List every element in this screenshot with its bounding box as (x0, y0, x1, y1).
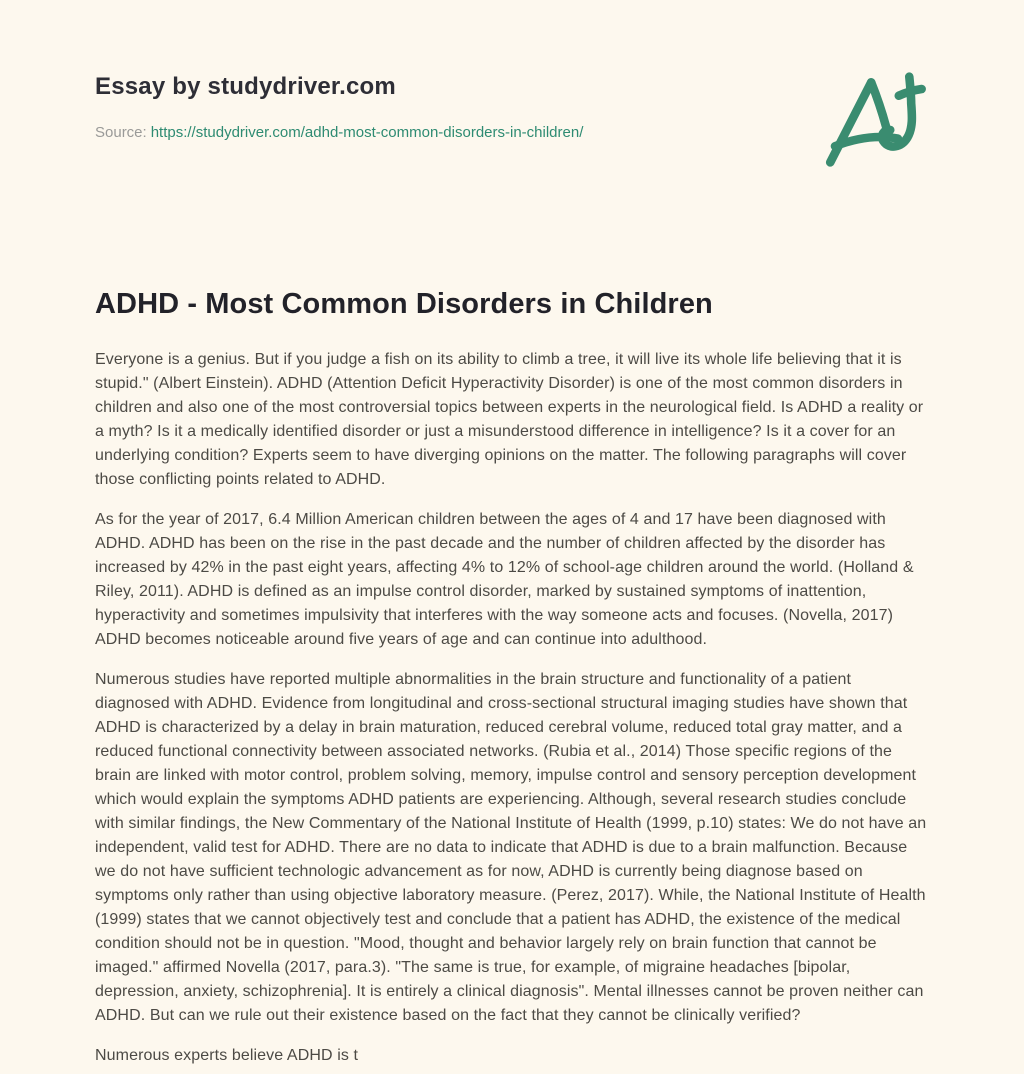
source-line (95, 124, 583, 142)
article-paragraph: Numerous studies have reported multiple abnormalities in the brain structure and functionality of a patient diagnosed with ADHD. Evidence from longitudinal and cross-sectional structural imaging studies have shown that ADHD is characterized by a delay in brain maturation, reduced cerebral volume, reduced total gray matter, and a reduced functional connectivity between associated networks. (Rubia et al., 2014) Those specific regions of the brain are linked with motor control, problem solving, memory, impulse control and sensory perception development which would explain the symptoms ADHD patients are experiencing. Although, several research studies conclude with similar findings, the New Commentary of the National Institute of Health (1999, p.10) states: We do not have an independent, valid test for ADHD. There are no data to indicate that ADHD is due to a brain malfunction. Because we do not have sufficient technologic advancement as for now, ADHD is currently being diagnose based on symptoms only rather than using objective laboratory measure. (Perez, 2017). While, the National Institute of Health (1999) states that we cannot objectively test and conclude that a patient has ADHD, the existence of the medical condition should not be in question. "Mood, thought and behavior largely rely on brain function that cannot be imaged." affirmed Novella (2017, para.3). "The same is true, for example, of migraine headaches [bipolar, depression, anxiety, schizophrenia]. It is entirely a clinical diagnosis". Mental illnesses cannot be proven neither can ADHD. But can we rule out their existence based on the fact that they cannot be clinically verified? (95, 671, 927, 1024)
article-title: ADHD - Most Common Disorders in Children (95, 288, 713, 320)
article-paragraph: Everyone is a genius. But if you judge a fish on its ability to climb a tree, it will live its whole life believing that it is stupid." (Albert Einstein). ADHD (Attention Deficit Hyperactivity Disorder) is one of the most common disorders in children and also one of the most controversial topics between experts in the neurological field. Is ADHD a reality or a myth? Is it a medically identified disorder or just a misunderstood difference in intelligence? Is it a cover for an underlying condition? Experts seem to have diverging opinions on the matter. The following paragraphs will cover those conflicting points related to ADHD. (95, 351, 924, 488)
article-paragraph: As for the year of 2017, 6.4 Million American children between the ages of 4 and 17 have been diagnosed with ADHD. ADHD has been on the rise in the past decade and the number of children affected by the disorder has increased by 42% in the past eight years, affecting 4% to 12% of school-age children around the world. (Holland & Riley, 2011). ADHD is defined as an impulse control disorder, marked by sustained symptoms of inattention, hyperactivity and sometimes impulsivity that interferes with the way someone acts and focuses. (Novella, 2017) ADHD becomes noticeable around five years of age and can continue into adulthood. (95, 511, 914, 648)
studydriver-a-plus-logo-icon (822, 70, 928, 170)
article (95, 286, 928, 1068)
article-body (95, 348, 928, 1068)
document-header (95, 72, 928, 170)
article-paragraph: Numerous experts believe ADHD is t (95, 1047, 359, 1064)
source-link[interactable]: https://studydriver.com/adhd-most-common-disorders-in-children/ (150, 124, 584, 141)
source-label: Source: (95, 124, 147, 141)
essay-byline: Essay by studydriver.com (95, 73, 396, 100)
header-text-block (95, 72, 583, 142)
